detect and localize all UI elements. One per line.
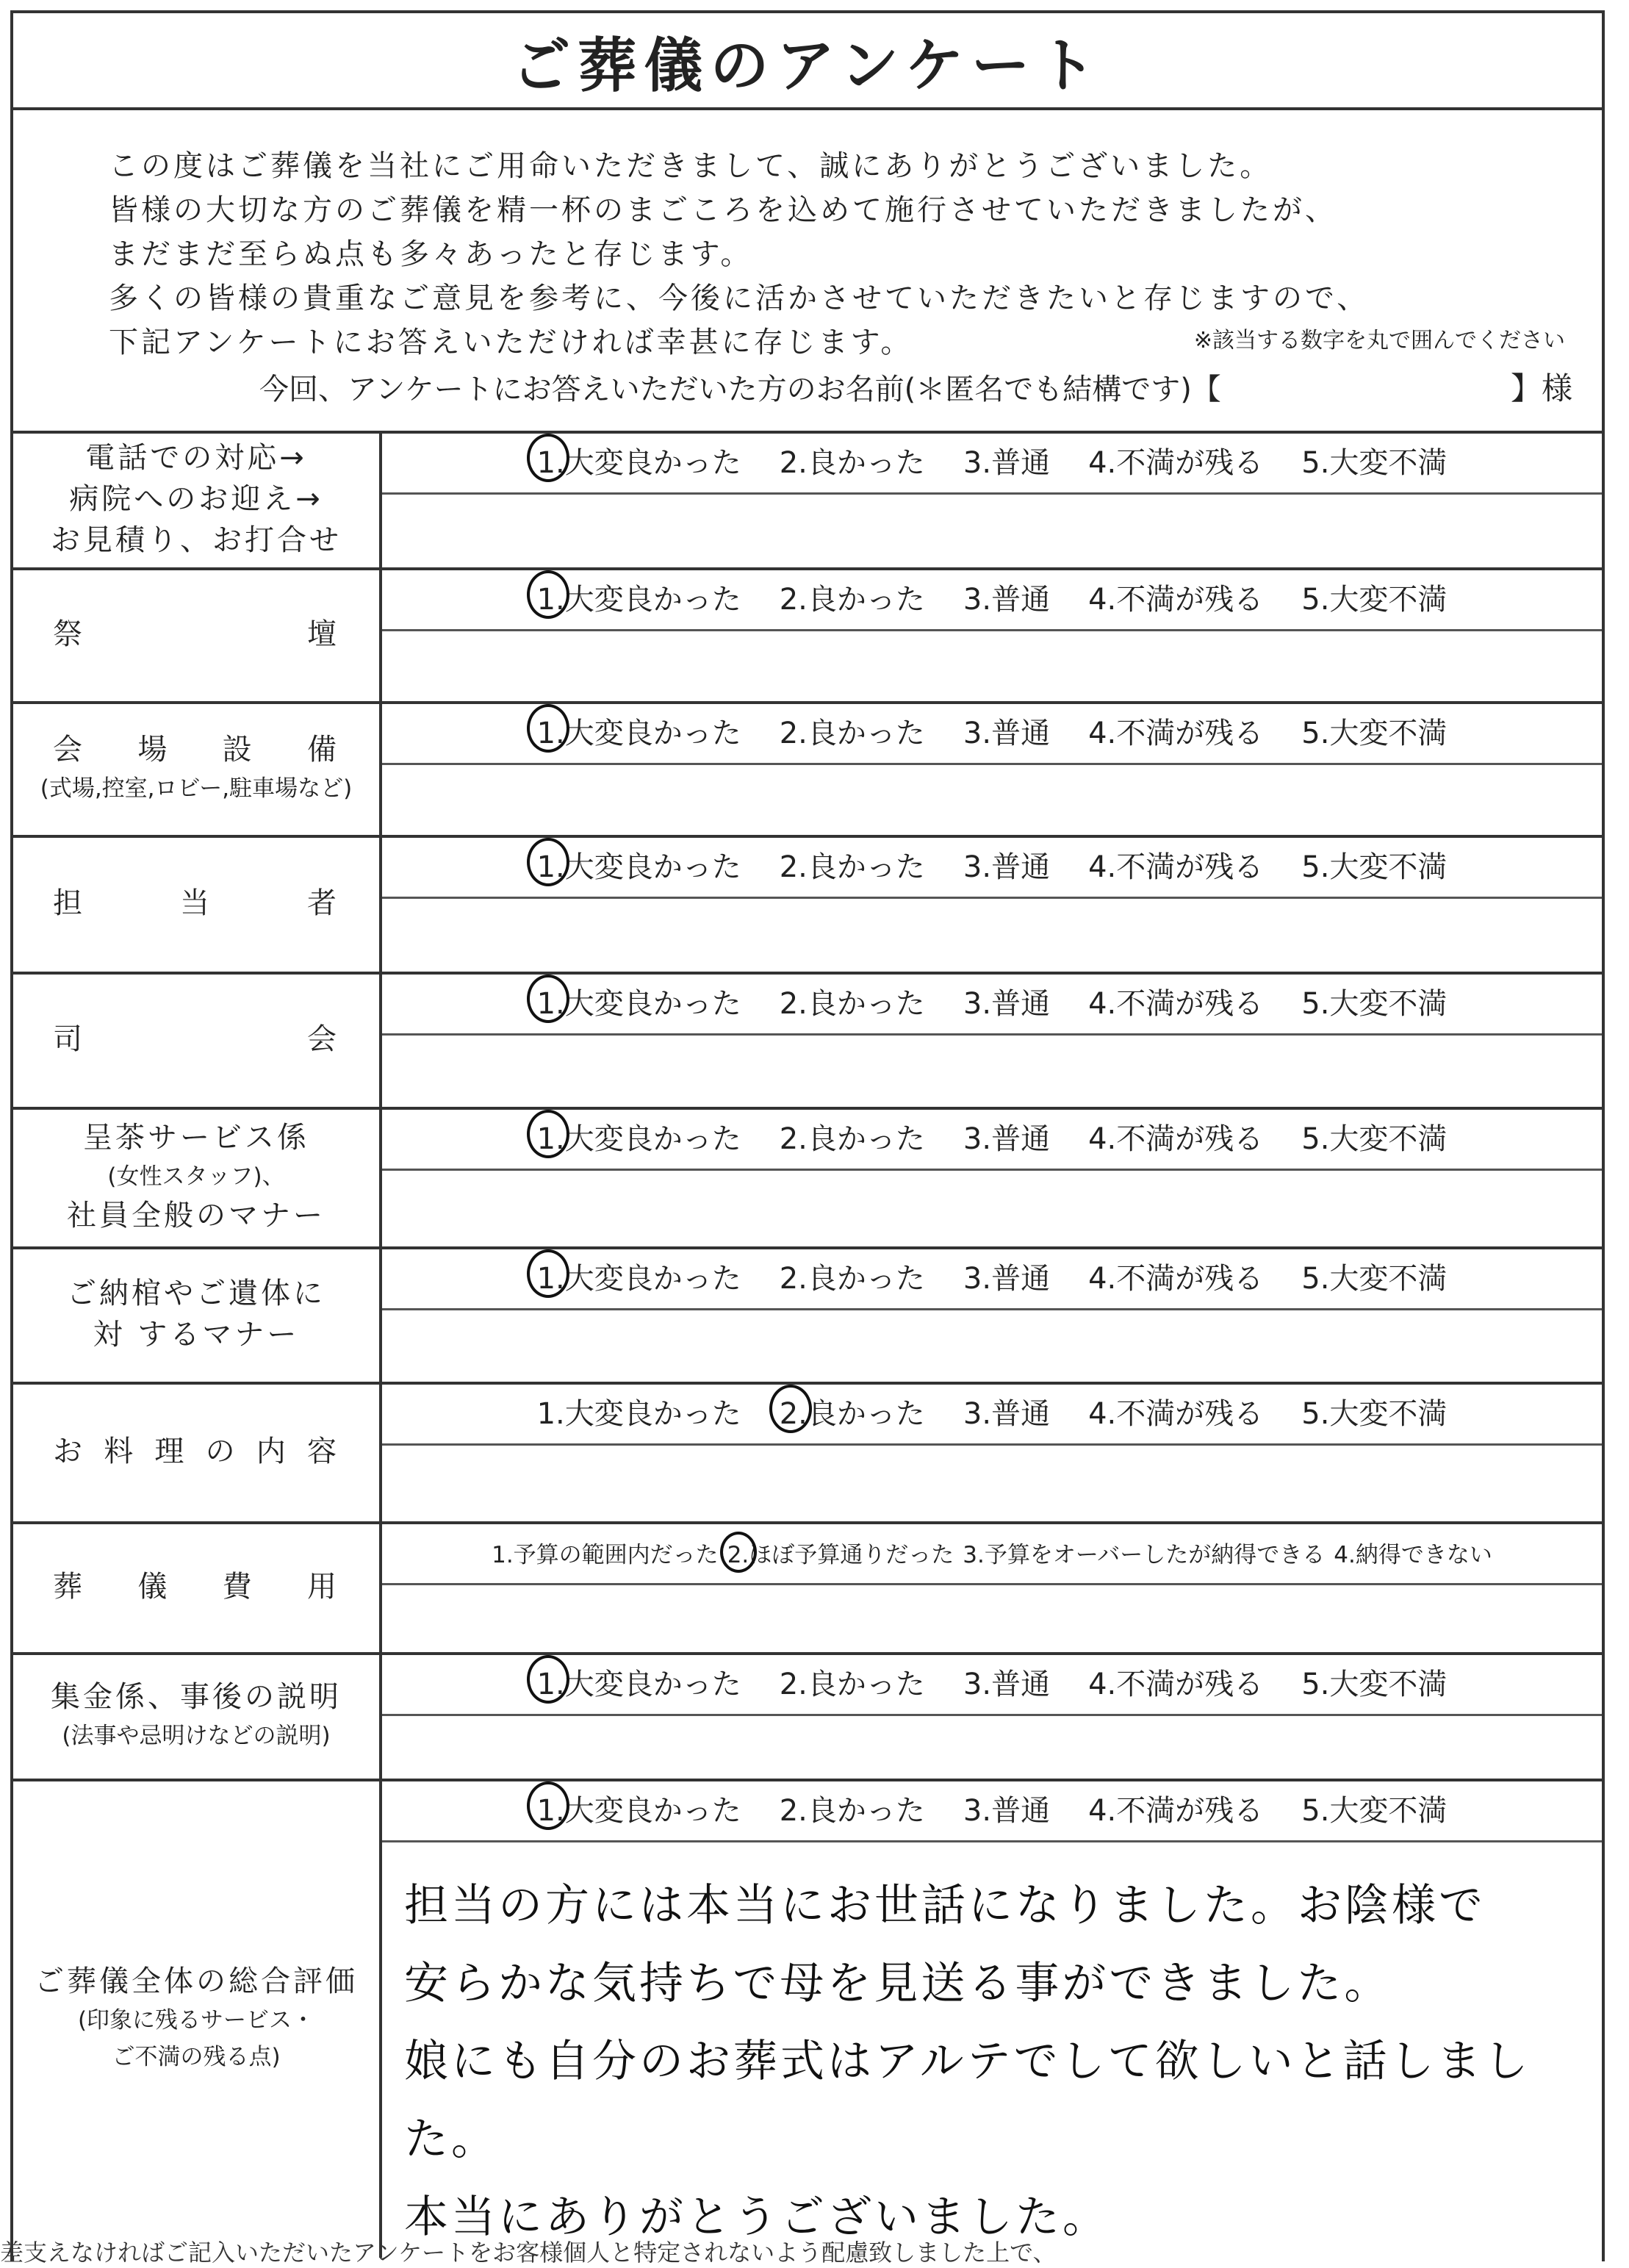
instruction-note: ※該当する数字を丸で囲んでください — [1193, 328, 1565, 354]
option[interactable]: 3.普通 — [963, 446, 1051, 480]
option[interactable]: 5.大変不満 — [1301, 1122, 1448, 1156]
label-line: お見積り、お打合せ — [51, 523, 342, 557]
blank-writing-line[interactable] — [382, 898, 1602, 972]
option[interactable]: 4.不満が残る — [1088, 1668, 1264, 1701]
answer-area — [382, 835, 1602, 972]
option[interactable]: 4.不満が残る — [1088, 1122, 1264, 1156]
question-row — [13, 1521, 1602, 1655]
option[interactable]: 5.大変不満 — [1301, 1668, 1448, 1701]
question-row — [13, 1246, 1602, 1385]
blank-writing-line[interactable] — [382, 1715, 1602, 1779]
question-label — [13, 701, 382, 835]
question-label — [13, 567, 382, 701]
question-label — [13, 972, 382, 1107]
comment-line: 本当にありがとうございました。 — [404, 2192, 1110, 2243]
option[interactable]: 4.不満が残る — [1088, 717, 1264, 750]
option[interactable]: 2.良かった — [779, 1668, 925, 1701]
label-char: 設 — [222, 733, 255, 767]
answer-area — [382, 567, 1602, 701]
option[interactable]: 4.不満が残る — [1088, 1794, 1264, 1828]
option[interactable]: 2.良かった — [779, 1794, 925, 1828]
answer-area — [382, 1107, 1602, 1246]
answer-area — [382, 431, 1602, 567]
options-line — [382, 567, 1602, 631]
option[interactable]: 2.良かった — [779, 1122, 925, 1156]
answer-area — [382, 1521, 1602, 1652]
label-char: 容 — [306, 1435, 339, 1468]
blank-writing-line[interactable] — [382, 1035, 1602, 1107]
label-line: 病院へのお迎え→ — [69, 482, 323, 516]
label-char: 葬 — [53, 1570, 85, 1604]
answer-area — [382, 1652, 1602, 1779]
question-row — [13, 1382, 1602, 1524]
label-spread — [53, 883, 339, 924]
label-line: ご葬儀全体の総合評価 — [35, 1964, 358, 1998]
question-label — [13, 1779, 382, 2258]
label-char: 費 — [222, 1570, 255, 1604]
comment-line: 担当の方には本当にお世話になりました。お陰様で — [404, 1880, 1486, 1931]
question-row — [13, 567, 1602, 704]
question-label — [13, 1521, 382, 1652]
question-row — [13, 1107, 1602, 1249]
answer-area — [382, 1382, 1602, 1521]
label-line: (式場,控室,ロビー,駐車場など) — [40, 775, 353, 802]
option[interactable]: 4.不満が残る — [1088, 850, 1264, 884]
question-row — [13, 835, 1602, 975]
option[interactable]: 5.大変不満 — [1301, 446, 1448, 480]
label-line: (女性スタッフ)、 — [107, 1163, 285, 1190]
option[interactable]: 5.大変不満 — [1301, 717, 1448, 750]
label-char: 料 — [104, 1435, 137, 1468]
label-char: 備 — [306, 733, 339, 767]
blank-writing-line[interactable] — [382, 1170, 1602, 1246]
label-char: 司 — [53, 1022, 85, 1056]
option-selected[interactable]: 1.大変良かった — [537, 710, 741, 752]
option[interactable]: 3.普通 — [963, 1668, 1051, 1701]
label-char: 理 — [154, 1435, 187, 1468]
option[interactable]: 1.大変良かった — [536, 1397, 741, 1431]
question-label — [13, 1246, 382, 1382]
options-line — [382, 1246, 1602, 1310]
comment-line: 安らかな気持ちで母を見送る事ができました。 — [404, 1958, 1392, 2009]
intro-text — [109, 144, 1369, 365]
label-char: 壇 — [307, 617, 339, 651]
question-label — [13, 1107, 382, 1246]
title-box — [13, 13, 1602, 110]
label-char: 儀 — [137, 1570, 170, 1604]
option[interactable]: 2.良かった — [779, 850, 925, 884]
label-line: 社員全般のマナー — [67, 1199, 326, 1232]
options-line — [382, 1652, 1602, 1716]
question-row — [13, 1652, 1602, 1781]
label-line: ご不満の残る点) — [112, 2044, 281, 2070]
question-label — [13, 1382, 382, 1521]
label-char: 会 — [307, 1022, 339, 1056]
option[interactable]: 5.大変不満 — [1301, 850, 1448, 884]
options-line — [382, 1521, 1602, 1585]
option[interactable]: 3.普通 — [963, 1122, 1051, 1156]
label-line: ご納棺やご遺体に — [67, 1277, 326, 1310]
option-selected[interactable]: 1.大変良かった — [537, 980, 741, 1022]
option[interactable]: 3.普通 — [963, 1262, 1051, 1296]
option[interactable]: 5.大変不満 — [1301, 583, 1448, 617]
page-title: ご葬儀のアンケート — [511, 31, 1104, 100]
label-char: 祭 — [53, 617, 85, 651]
option[interactable]: 2.良かった — [779, 717, 925, 750]
intro-line: 多くの皆様の貴重なご意見を参考に、今後に活かさせていただきたいと存じますので、 — [109, 281, 1370, 315]
label-char: 担 — [53, 886, 85, 920]
handwritten-comments[interactable] — [404, 1867, 1602, 2256]
blank-writing-line[interactable] — [382, 494, 1602, 567]
option[interactable]: 3.普通 — [963, 1397, 1051, 1431]
option[interactable]: 3.普通 — [963, 1794, 1051, 1828]
intro-line: 皆様の大切な方のご葬儀を精一杯のまごころを込めて施行させていただきましたが、 — [109, 193, 1337, 227]
option-selected[interactable]: 1.大変良かった — [537, 1116, 741, 1158]
label-spread — [53, 1019, 339, 1060]
option-selected[interactable]: 2.ほぼ予算通りだった — [727, 1536, 954, 1569]
label-char: 内 — [256, 1435, 289, 1468]
question-label — [13, 431, 382, 567]
blank-writing-line[interactable] — [382, 1585, 1602, 1652]
option-selected[interactable]: 1.大変良かった — [537, 844, 741, 886]
comment-line: 娘にも自分のお葬式はアルテでして欲しいと話しました。 — [404, 2036, 1531, 2165]
option-selected[interactable]: 1.大変良かった — [537, 1787, 741, 1829]
option[interactable]: 4.不満が残る — [1088, 987, 1264, 1021]
survey-sheet — [10, 10, 1605, 2261]
intro-line: この度はご葬儀を当社にご用命いただきまして、誠にありがとうございました。 — [109, 149, 1273, 183]
answer-area — [382, 1246, 1602, 1382]
option[interactable]: 5.大変不満 — [1301, 987, 1448, 1021]
answer-area — [382, 701, 1602, 835]
option[interactable]: 3.普通 — [963, 583, 1051, 617]
question-row — [13, 972, 1602, 1110]
blank-writing-line[interactable] — [382, 1310, 1602, 1382]
label-spread — [53, 1431, 339, 1472]
label-char: の — [205, 1435, 238, 1468]
option-selected[interactable]: 1.大変良かった — [537, 1661, 741, 1703]
label-spread — [53, 614, 339, 655]
options-line — [382, 431, 1602, 495]
answer-area — [382, 1779, 1602, 2258]
option[interactable]: 2.良かった — [779, 987, 925, 1021]
option[interactable]: 2.良かった — [779, 1262, 925, 1296]
label-char: 場 — [137, 733, 170, 767]
option[interactable]: 3.普通 — [963, 987, 1051, 1021]
option[interactable]: 4.不満が残る — [1088, 583, 1264, 617]
options-line — [382, 972, 1602, 1036]
options-line — [382, 1107, 1602, 1171]
blank-writing-line[interactable] — [382, 764, 1602, 835]
option[interactable]: 4.不満が残る — [1088, 1397, 1264, 1431]
question-row — [13, 431, 1602, 570]
option[interactable]: 5.大変不満 — [1301, 1397, 1448, 1431]
intro-line: 下記アンケートにお答えいただければ幸甚に存じます。 — [109, 326, 913, 359]
question-label — [13, 835, 382, 972]
intro-section — [13, 107, 1602, 434]
options-line — [382, 1382, 1602, 1446]
option[interactable]: 5.大変不満 — [1301, 1794, 1448, 1828]
option[interactable]: 3.予算をオーバーしたが納得できる — [963, 1542, 1326, 1568]
label-spread — [53, 1566, 339, 1607]
label-char: 用 — [306, 1570, 339, 1604]
option-selected[interactable]: 2.良かった — [780, 1390, 925, 1432]
option[interactable]: 3.普通 — [963, 717, 1051, 750]
label-char: 者 — [307, 886, 339, 920]
options-line — [382, 835, 1602, 899]
option[interactable]: 2.良かった — [779, 446, 925, 480]
label-char: 当 — [180, 886, 212, 920]
label-line: (法事や忌明けなどの説明) — [62, 1723, 331, 1749]
label-line: 対 するマナー — [93, 1318, 300, 1352]
option[interactable]: 4.不満が残る — [1088, 1262, 1264, 1296]
option-selected[interactable]: 1.大変良かった — [537, 576, 741, 618]
intro-line: まだまだ至らぬ点も多々あったと存じます。 — [109, 237, 753, 271]
name-prompt: 今回、アンケートにお答えいただいた方のお名前(＊匿名でも結構です)【 — [259, 373, 1221, 406]
label-char: 会 — [53, 733, 85, 767]
options-line — [382, 1779, 1602, 1842]
answer-area — [382, 972, 1602, 1107]
option-selected[interactable]: 1.大変良かった — [537, 1255, 741, 1297]
option[interactable]: 4.不満が残る — [1088, 446, 1264, 480]
question-label — [13, 1652, 382, 1779]
label-char: お — [53, 1435, 85, 1468]
question-row — [13, 701, 1602, 838]
label-line: 電話での対応→ — [85, 441, 307, 475]
label-spread — [53, 729, 339, 770]
name-suffix[interactable]: 】様 — [1510, 370, 1572, 406]
option-selected[interactable]: 1.大変良かった — [537, 439, 741, 481]
option[interactable]: 1.予算の範囲内だった — [492, 1542, 719, 1568]
options-line — [382, 701, 1602, 765]
label-line: 集金係、事後の説明 — [51, 1680, 342, 1714]
footer-note: 差支えなければご記入いただいたアンケートをお客様個人と特定されないよう配慮致しました上で、 — [0, 2239, 1057, 2267]
question-row — [13, 1779, 1602, 2258]
blank-writing-line[interactable] — [382, 631, 1602, 701]
blank-writing-line[interactable] — [382, 1445, 1602, 1521]
option[interactable]: 4.納得できない — [1334, 1542, 1492, 1568]
label-line: (印象に残るサービス・ — [77, 2007, 315, 2034]
option[interactable]: 2.良かった — [779, 583, 925, 617]
option[interactable]: 5.大変不満 — [1301, 1262, 1448, 1296]
option[interactable]: 3.普通 — [963, 850, 1051, 884]
label-line: 呈茶サービス係 — [83, 1121, 309, 1155]
